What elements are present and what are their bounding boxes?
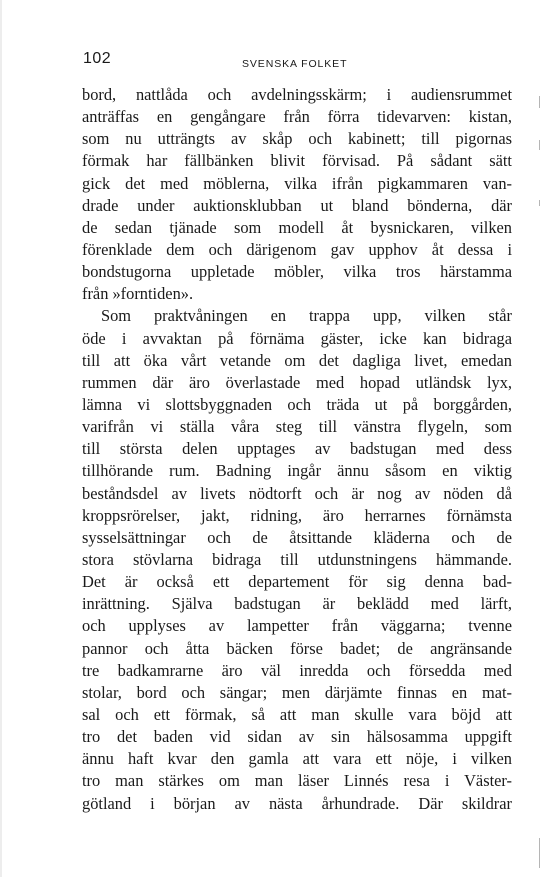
text-line: till att öka vårt vetande om det dagliga livet, emedan	[82, 350, 512, 370]
text-line: öde i avvaktan på förnäma gäster, icke kan bidraga	[82, 328, 512, 348]
text-line: stora stövlarna bidraga till utdunstningens hämmande.	[82, 549, 512, 569]
text-line: varifrån vi ställa våra steg till vänstra flygeln, som	[82, 417, 512, 437]
text-line: lämna vi slottsbyggnaden och träda ut på borggården,	[82, 394, 512, 414]
page-number: 102	[83, 50, 112, 67]
text-line: sysselsättningar och de åtsittande kläderna och de	[82, 527, 512, 547]
text-line: till största delen upptages av badstugan med dess	[82, 439, 512, 459]
text-line: drade under auktionsklubban ut bland bönderna, där	[82, 195, 512, 215]
text-line: beståndsdel av livets nödtorft och är nog av nöden då	[82, 483, 512, 503]
text-line: förenklade dem och därigenom gav upphov åt dessa i	[82, 239, 512, 259]
text-line: bord, nattlåda och avdelningsskärm; i audiensrummet	[82, 85, 512, 104]
text-line: och upplyses av lampetter från väggarna; tvenne	[82, 616, 512, 636]
text-line: tre badkamrarne äro väl inredda och försedda med	[82, 660, 512, 680]
paragraph-first-line: Som praktvåningen en trappa upp, vilken står	[101, 306, 512, 326]
text-line: som nu utträngts av skåp och kabinett; till pigornas	[82, 129, 512, 149]
margin-mark	[539, 140, 540, 150]
text-line: sal och ett förmak, så att man skulle vara böjd att	[82, 704, 512, 724]
text-line: götland i början av nästa århundrade. Där skildrar	[82, 793, 512, 813]
text-line: kroppsrörelser, jakt, ridning, äro herrarnes förnämsta	[82, 505, 512, 525]
page-edge-shadow	[0, 0, 2, 877]
running-head: SVENSKA FOLKET	[242, 58, 348, 70]
text-line: tillhörande rum. Badning ingår ännu såsom en viktig	[82, 461, 512, 481]
text-line: förmak har fällbänken blivit förvisad. På sådant sätt	[82, 151, 512, 171]
text-line: ännu haft kvar den gamla att vara ett nöje, i vilken	[82, 749, 512, 769]
text-line: anträffas en gengångare från förra tidevarven: kistan,	[82, 107, 512, 127]
text-line: inrättning. Själva badstugan är beklädd med lärft,	[82, 594, 512, 614]
text-line: tro man stärkes om man läser Linnés resa i Väster-	[82, 771, 512, 791]
margin-mark	[539, 200, 540, 206]
text-line: gick det med möblerna, vilka ifrån pigkammaren van-	[82, 173, 512, 193]
margin-mark	[539, 96, 540, 108]
text-line: rummen där äro överlastade med hopad utländsk lyx,	[82, 372, 512, 392]
text-line: de sedan tjänade som modell åt bysnickaren, vilken	[82, 217, 512, 237]
text-line: pannor och åtta bäcken förse badet; de angränsande	[82, 638, 512, 658]
body-text	[82, 84, 512, 815]
text-line: bondstugorna uppletade möbler, vilka tros härstamma	[82, 262, 512, 282]
margin-mark	[539, 838, 540, 868]
paragraph-last-line: från »forntiden».	[82, 284, 194, 304]
text-line: tro det baden vid sidan av sin hälsosamma uppgift	[82, 727, 512, 747]
text-line: stolar, bord och sängar; men därjämte finnas en mat-	[82, 682, 512, 702]
text-line: Det är också ett departement för sig denna bad-	[82, 572, 512, 592]
